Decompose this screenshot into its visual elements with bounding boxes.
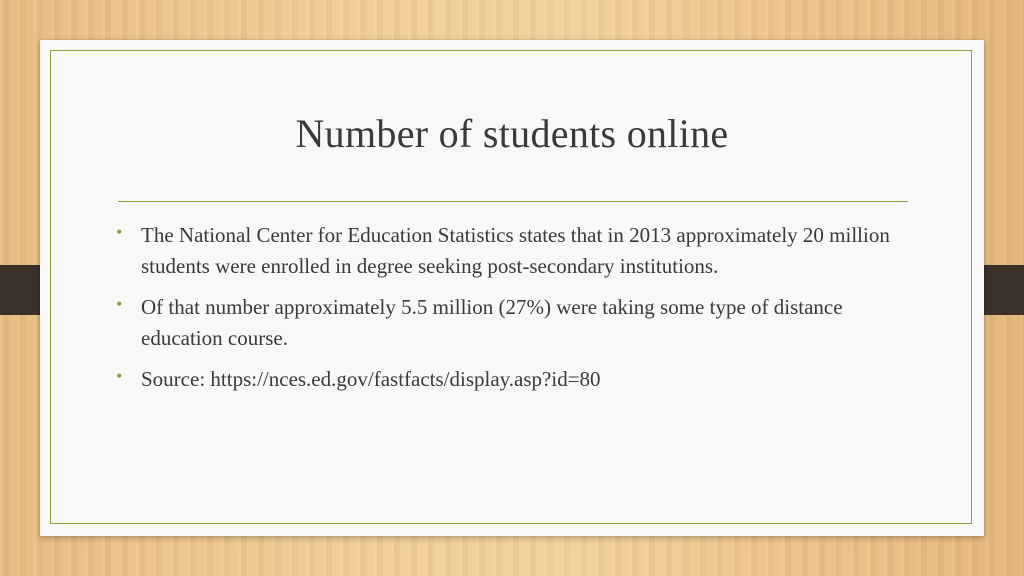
slide-title: Number of students online [295,111,729,156]
bullet-text: The National Center for Education Statistics states that in 2013 approximately 20 million students were enrolled in degree seeking post-secondary institutions. [141,223,890,278]
bullet-dot-icon: • [116,222,123,242]
bullet-item [112,292,912,354]
title-divider [118,201,908,202]
bullet-dot-icon: • [116,366,123,386]
bullet-text: Source: https://nces.ed.gov/fastfacts/display.asp?id=80 [141,367,601,391]
bullet-dot-icon: • [116,294,123,314]
bullet-list [112,220,912,405]
bullet-item [112,220,912,282]
bullet-item [112,364,912,395]
slide-card [40,40,984,536]
bullet-text: Of that number approximately 5.5 million (27%) were taking some type of distance education course. [141,295,843,350]
